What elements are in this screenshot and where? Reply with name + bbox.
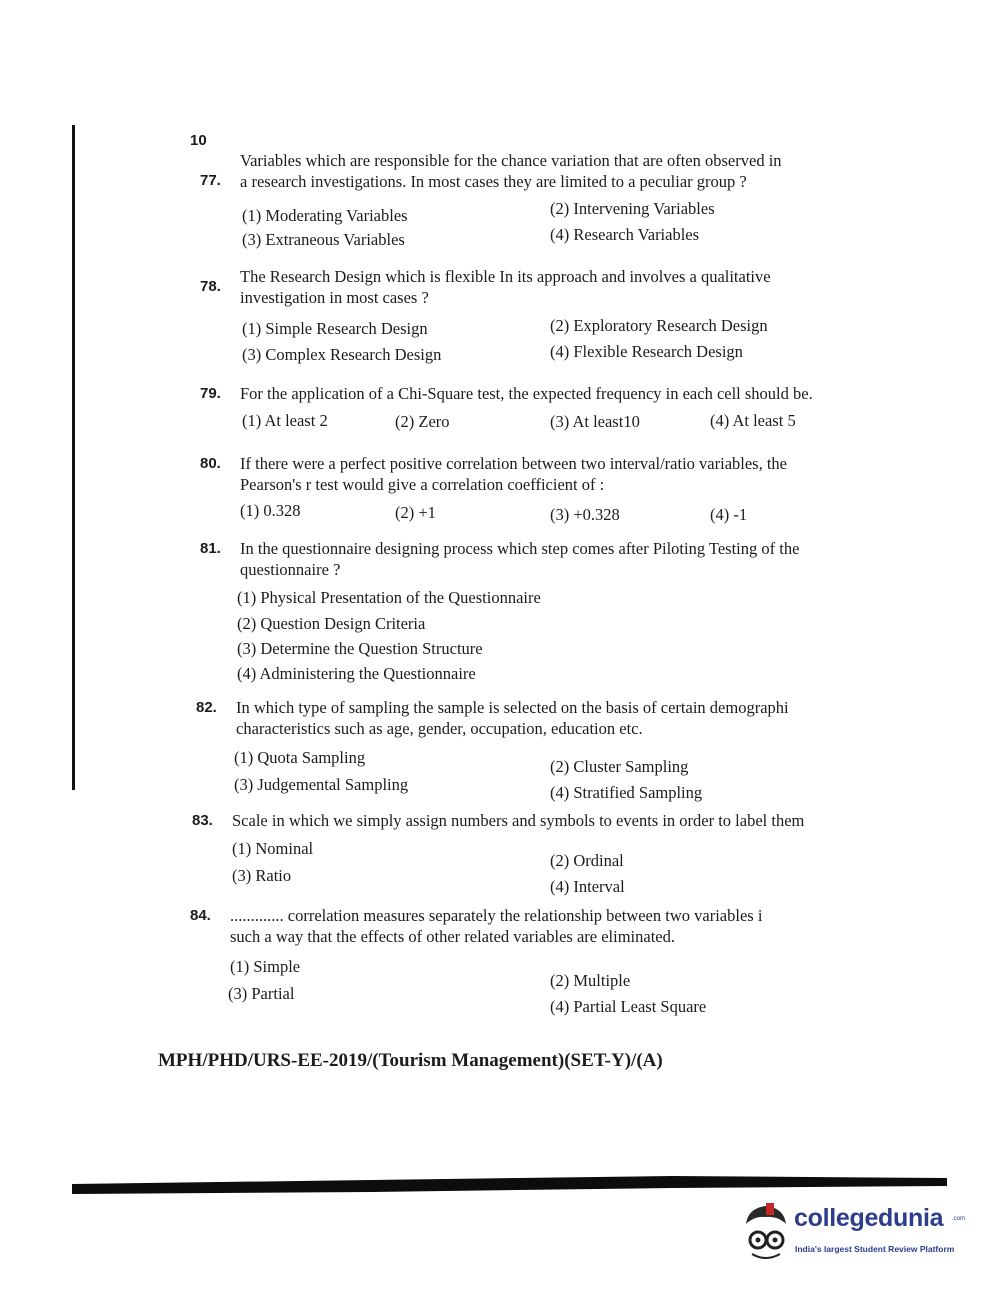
option-4: (4) -1: [710, 505, 748, 524]
question-number: 82.: [196, 699, 217, 716]
options: [234, 742, 925, 802]
option-2: (2) Question Design Criteria: [237, 614, 426, 633]
question-text-line-1: Variables which are responsible for the chance variation that are often observed in: [240, 151, 782, 170]
option-4: (4) At least 5: [710, 411, 796, 430]
question-number: 81.: [200, 540, 221, 557]
options: [240, 407, 925, 433]
option-3: (3) Partial: [228, 984, 295, 1003]
collegedunia-logo: [738, 1202, 966, 1264]
option-3: (3) Ratio: [232, 866, 292, 885]
logo-wordmark: collegedunia: [794, 1204, 944, 1232]
option-3: (3) At least10: [550, 412, 640, 431]
question-number: 78.: [200, 278, 221, 295]
question-text-line-2: a research investigations. In most cases they are limited to a peculiar group ?: [240, 172, 747, 191]
option-4: (4) Partial Least Square: [550, 997, 707, 1016]
question-text-line-1: In which type of sampling the sample is selected on the basis of certain demographi: [236, 698, 789, 717]
options: [232, 834, 925, 896]
question-77: [200, 150, 925, 260]
question-number: 83.: [192, 812, 213, 829]
question-text-line-2: such a way that the effects of other related variables are eliminated.: [230, 927, 675, 946]
question-83: [192, 810, 925, 900]
option-2: (2) Intervening Variables: [550, 199, 715, 218]
option-4: (4) Administering the Questionnaire: [237, 664, 476, 683]
question-84: [190, 905, 925, 1025]
question-text-line-1: If there were a perfect positive correlation between two interval/ratio variables, the: [240, 454, 787, 473]
question-80: [200, 453, 925, 528]
option-3: (3) +0.328: [550, 505, 620, 524]
option-2: (2) Exploratory Research Design: [550, 316, 768, 335]
paper-code-footer: MPH/PHD/URS-EE-2019/(Tourism Management)(SET-Y)/(A): [158, 1050, 663, 1071]
option-2: (2) +1: [395, 503, 436, 522]
page-number: 10: [190, 132, 207, 149]
options: [240, 195, 925, 249]
option-4: (4) Stratified Sampling: [550, 783, 703, 802]
question-number: 84.: [190, 907, 211, 924]
option-4: (4) Research Variables: [550, 225, 700, 244]
option-1: (1) Quota Sampling: [234, 748, 366, 767]
option-1: (1) Moderating Variables: [242, 206, 408, 225]
question-number: 80.: [200, 455, 221, 472]
question-81: [200, 538, 925, 683]
question-text-line-1: Scale in which we simply assign numbers and symbols to events in order to label them: [232, 811, 805, 830]
scan-bottom-bar: [72, 1176, 947, 1194]
options: [240, 498, 925, 524]
question-text-line-2: questionnaire ?: [240, 560, 341, 579]
options: [228, 950, 925, 1020]
option-2: (2) Cluster Sampling: [550, 757, 689, 776]
question-text-line-1: In the questionnaire designing process which step comes after Piloting Testing of the: [240, 539, 800, 558]
student-mascot-icon: [738, 1202, 794, 1264]
logo-tagline: India's largest Student Review Platform: [795, 1244, 955, 1254]
question-79: [200, 383, 925, 433]
option-3: (3) Complex Research Design: [242, 345, 442, 364]
option-1: (1) 0.328: [240, 501, 301, 520]
options: [240, 311, 925, 364]
option-1: (1) Simple: [230, 957, 301, 976]
option-1: (1) Physical Presentation of the Questionnaire: [237, 588, 541, 607]
question-82: [196, 697, 925, 807]
question-text-line-2: investigation in most cases ?: [240, 288, 429, 307]
option-2: (2) Multiple: [550, 971, 631, 990]
option-3: (3) Extraneous Variables: [242, 230, 405, 249]
question-text-line-2: characteristics such as age, gender, occupation, education etc.: [236, 719, 643, 738]
question-text-line-1: For the application of a Chi-Square test, the expected frequency in each cell should be.: [240, 384, 813, 403]
question-number: 77.: [200, 172, 221, 189]
option-1: (1) Nominal: [232, 839, 314, 858]
option-2: (2) Ordinal: [550, 851, 624, 870]
question-text-line-1: The Research Design which is flexible In its approach and involves a qualitative: [240, 267, 771, 286]
option-3: (3) Judgemental Sampling: [234, 775, 409, 794]
question-text-line-2: Pearson's r test would give a correlation coefficient of :: [240, 475, 605, 494]
option-1: (1) At least 2: [242, 411, 328, 430]
option-3: (3) Determine the Question Structure: [237, 639, 483, 658]
logo-domain-suffix: .com: [952, 1216, 966, 1222]
question-78: [200, 266, 925, 366]
option-1: (1) Simple Research Design: [242, 319, 428, 338]
question-number: 79.: [200, 385, 221, 402]
option-2: (2) Zero: [395, 412, 450, 431]
question-text-line-1: ............. correlation measures separately the relationship between two variables i: [230, 906, 763, 925]
scan-margin-rule: [72, 125, 75, 790]
option-4: (4) Interval: [550, 877, 625, 896]
options: [237, 583, 925, 683]
option-4: (4) Flexible Research Design: [550, 342, 743, 361]
